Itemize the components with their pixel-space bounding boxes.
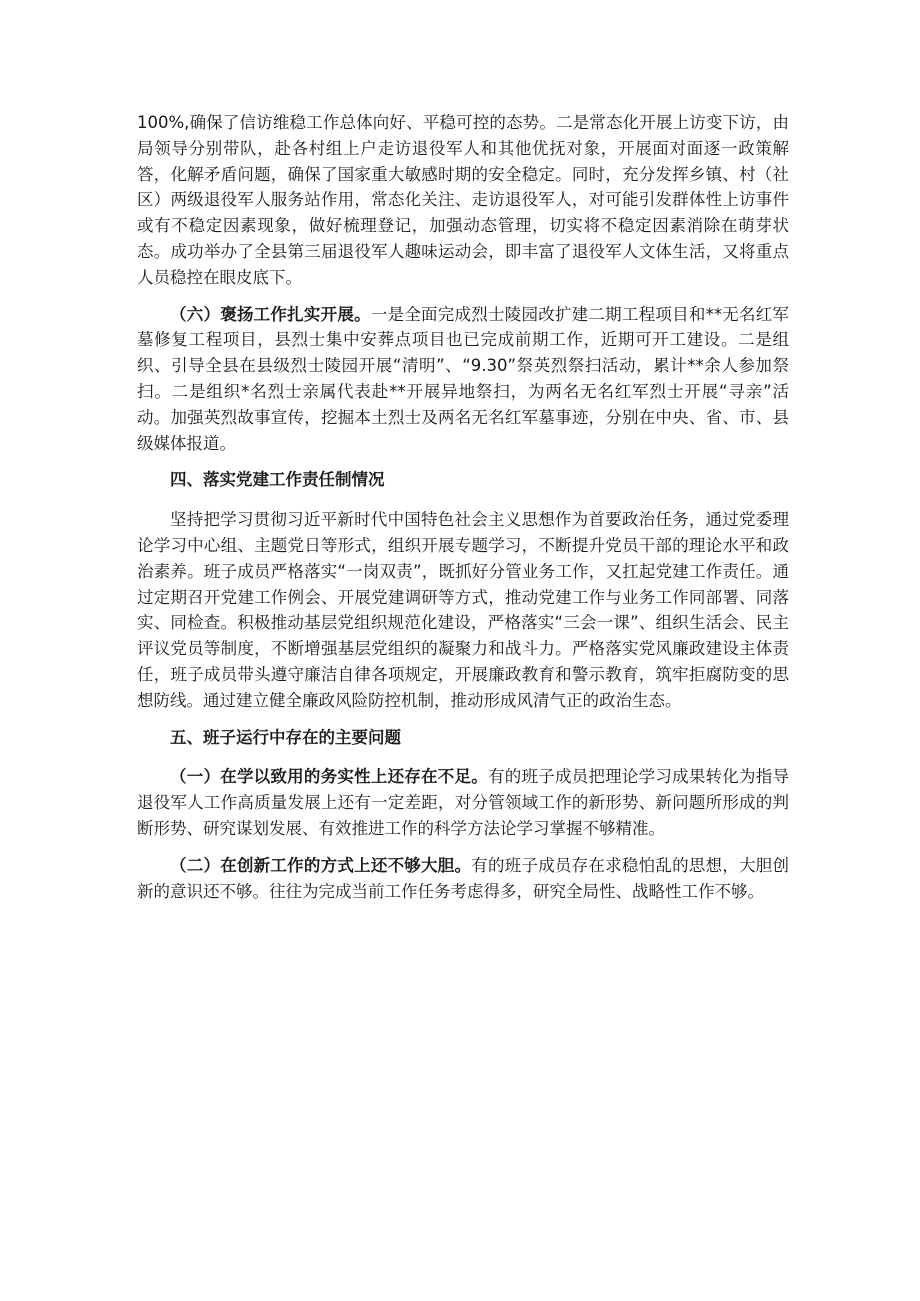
paragraph-text-innovation: 有的班子成员存在求稳怕乱的思想，大胆创新的意识还不够。往往为完成当前工作任务考虑得多，研究全局性、战略性工作不够。	[137, 855, 790, 901]
paragraph-party-building: 坚持把学习贯彻习近平新时代中国特色社会主义思想作为首要政治任务，通过党委理论学习中心组、主题党日等形式，组织开展专题学习，不断提升党员干部的理论水平和政治素养。班子成员严格落实“一岗双责”，既抓好分管业务工作，又扛起党建工作责任。通过定期召开党建工作例会、开展党建调研等方式，推动党建工作与业务工作同部署、同落实、同检查。积极推动基层党组织规范化建设，严格落实“三会一课”、组织生活会、民主评议党员等制度，不断增强基层党组织的凝聚力和战斗力。严格落实党风廉政建设主体责任，班子成员带头遵守廉洁自律各项规定，开展廉政教育和警示教育，筑牢拒腐防变的思想防线。通过建立健全廉政风险防控机制，推动形成风清气正的政治生态。	[137, 510, 789, 710]
paragraph-stability-continued: 100%,确保了信访维稳工作总体向好、平稳可控的态势。二是常态化开展上访变下访，由局领导分别带队，赴各村组上户走访退役军人和其他优抚对象，开展面对面逐一政策解答，化解矛盾问题，确保了国家重大敏感时期的安全稳定。同时，充分发挥乡镇、村（社区）两级退役军人服务站作用，常态化关注、走访退役军人，对可能引发群体性上访事件或有不稳定因素现象，做好梳理登记，加强动态管理，切实将不稳定因素消除在萌芽状态。成功举办了全县第三届退役军人趣味运动会，即丰富了退役军人文体生活，又将重点人员稳控在眼皮底下。	[137, 113, 789, 287]
section-heading-party-building: 四、落实党建工作责任制情况	[170, 470, 385, 490]
paragraph-problem-practicality	[137, 764, 789, 841]
paragraph-lead-commemoration: （六）褒扬工作扎实开展。	[170, 304, 371, 324]
paragraph-text-commemoration: 一是全面完成烈士陵园改扩建二期工程项目和**无名红军墓修复工程项目，县烈士集中安葬点项目也已完成前期工作，近期可开工建设。二是组织、引导全县在县级烈士陵园开展“清明”、“9.30”祭英烈祭扫活动，累计**余人参加祭扫。二是组织*名烈士亲属代表赴**开展异地祭扫，为两名无名红军烈士开展“寻亲”活动。加强英烈故事宣传，挖掘本土烈士及两名无名红军墓事迹，分别在中央、省、市、县级媒体报道。	[137, 304, 790, 453]
paragraph-text-practicality: 有的班子成员把理论学习成果转化为指导退役军人工作高质量发展上还有一定差距，对分管领域工作的新形势、新问题所形成的判断形势、研究谋划发展、有效推进工作的科学方法论学习掌握不够精准。	[137, 767, 790, 838]
paragraph-lead-practicality: （一）在学以致用的务实性上还存在不足。	[170, 767, 488, 787]
paragraph-commemoration	[137, 302, 789, 457]
paragraph-problem-innovation	[137, 853, 789, 905]
paragraph-lead-innovation: （二）在创新工作的方式上还不够大胆。	[170, 855, 472, 875]
section-heading-main-problems: 五、班子运行中存在的主要问题	[170, 727, 401, 747]
document-body	[137, 110, 789, 915]
